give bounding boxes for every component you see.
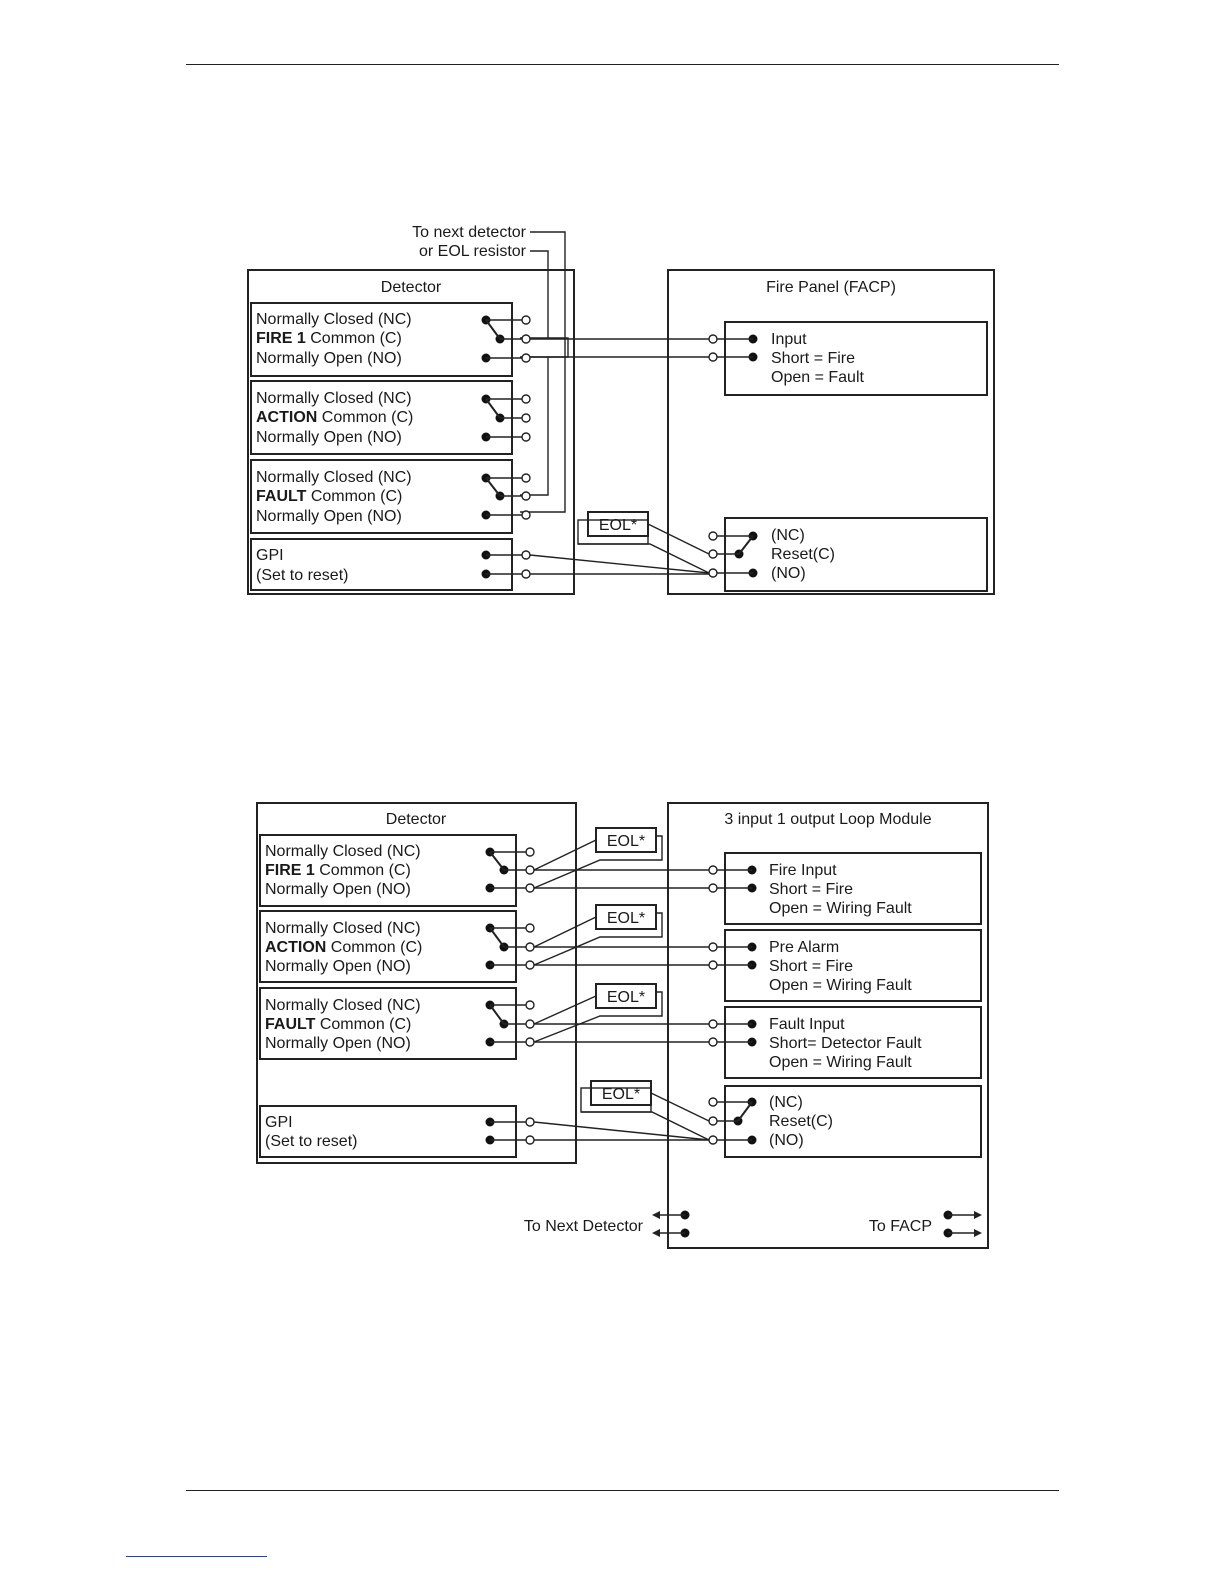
svg-text:ACTION Common (C) [256, 409, 413, 426]
to-facp [869, 1211, 982, 1238]
action-no-label: Normally Open (NO) [256, 429, 402, 446]
module-fault-input-l1: Fault Input [769, 1016, 845, 1033]
to-next-detector-label: To Next Detector [523, 1218, 643, 1235]
panel-short-label: Short = Fire [771, 350, 856, 367]
fire1-nc-label: Normally Closed (NC) [256, 311, 412, 328]
eol-label-action: EOL* [606, 910, 646, 927]
module-pre-alarm-l3: Open = Wiring Fault [769, 977, 912, 994]
gpi-label: GPI [256, 547, 284, 564]
module-fault-input-l3: Open = Wiring Fault [769, 1054, 912, 1071]
fire1-name: FIRE 1 [256, 330, 306, 347]
action-name: ACTION [256, 409, 318, 426]
gpi-sub-label: (Set to reset) [256, 567, 349, 584]
module-fire-input-l2: Short = Fire [769, 881, 854, 898]
module-fire-input-l1: Fire Input [769, 862, 837, 879]
eol-label-fire: EOL* [606, 833, 646, 850]
module-pre-alarm [709, 930, 981, 1001]
module-reset-no: (NO) [769, 1132, 804, 1149]
gpi-label-2: GPI [265, 1114, 293, 1131]
module-reset-output [709, 1086, 981, 1157]
module-reset-nc: (NC) [769, 1094, 803, 1111]
eol-resistor-reset [581, 1081, 709, 1140]
svg-text:FAULT Common (C) [265, 1016, 411, 1033]
fault-nc-label: Normally Closed (NC) [256, 469, 412, 486]
gpi-sub-label-2: (Set to reset) [265, 1133, 358, 1150]
action-nc-label-2: Normally Closed (NC) [265, 920, 421, 937]
fire1-no-label-2: Normally Open (NO) [265, 881, 411, 898]
eol-resistor-fault [534, 984, 662, 1042]
module-fire-input-l3: Open = Wiring Fault [769, 900, 912, 917]
panel-reset-nc-label: (NC) [771, 527, 805, 544]
action-common-label: Common (C) [321, 409, 414, 426]
module-pre-alarm-l1: Pre Alarm [769, 939, 840, 956]
gpi-block-2 [260, 1106, 534, 1157]
detector-title: Detector [380, 279, 442, 296]
action-relay-2 [260, 911, 534, 982]
panel-open-label: Open = Fault [771, 369, 864, 386]
svg-text:FIRE 1 Common (C) [256, 330, 402, 347]
eol-label-reset: EOL* [601, 1086, 641, 1103]
action-relay [251, 381, 530, 454]
eol-label-1: EOL* [598, 517, 638, 534]
loop-module-title: 3 input 1 output Loop Module [724, 811, 932, 828]
panel-input-block [709, 322, 987, 395]
module-reset-c: Reset(C) [769, 1113, 834, 1130]
eol-resistor-fire [534, 828, 662, 888]
panel-reset-c-label: Reset(C) [771, 546, 836, 563]
next-detector-label: To next detector [412, 224, 526, 241]
panel-reset-no-label: (NO) [771, 565, 806, 582]
fault-name-2: FAULT [265, 1016, 316, 1033]
module-fault-input [709, 1007, 981, 1078]
fire1-common-label-2: Common (C) [319, 862, 411, 879]
fault-no-label: Normally Open (NO) [256, 508, 402, 525]
module-fire-input [709, 853, 981, 924]
eol-resistor-label: or EOL resistor [419, 243, 526, 260]
panel-reset-block [709, 518, 987, 591]
eol-resistor-action [534, 905, 662, 965]
detector-title-2: Detector [385, 811, 447, 828]
fault-common-label-2: Common (C) [319, 1016, 412, 1033]
action-nc-label: Normally Closed (NC) [256, 390, 412, 407]
fault-nc-label-2: Normally Closed (NC) [265, 997, 421, 1014]
fault-no-label-2: Normally Open (NO) [265, 1035, 411, 1052]
panel-input-label: Input [771, 331, 807, 348]
fire1-relay [251, 303, 530, 376]
svg-text:ACTION Common (C) [265, 939, 422, 956]
svg-text:FAULT Common (C) [256, 488, 402, 505]
fire1-no-label: Normally Open (NO) [256, 350, 402, 367]
to-facp-label: To FACP [868, 1218, 932, 1235]
action-no-label-2: Normally Open (NO) [265, 958, 411, 975]
gpi-block [251, 539, 530, 590]
fire1-nc-label-2: Normally Closed (NC) [265, 843, 421, 860]
fire1-name-2: FIRE 1 [265, 862, 315, 879]
diagram-fire-panel [248, 224, 994, 594]
action-name-2: ACTION [265, 939, 327, 956]
diagram-loop-module [257, 803, 988, 1248]
fire-panel-title: Fire Panel (FACP) [766, 279, 896, 296]
action-common-label-2: Common (C) [330, 939, 423, 956]
fault-relay [251, 460, 530, 533]
fault-relay-2 [260, 988, 534, 1059]
svg-text:FIRE 1 Common (C) [265, 862, 411, 879]
fire1-common-label: Common (C) [310, 330, 402, 347]
module-fault-input-l2: Short= Detector Fault [769, 1035, 922, 1052]
fault-name: FAULT [256, 488, 307, 505]
to-next-detector [524, 1211, 690, 1238]
fault-common-label: Common (C) [310, 488, 403, 505]
eol-resistor-1 [578, 512, 709, 573]
eol-label-fault: EOL* [606, 989, 646, 1006]
fire1-relay-2 [260, 835, 534, 906]
module-pre-alarm-l2: Short = Fire [769, 958, 854, 975]
